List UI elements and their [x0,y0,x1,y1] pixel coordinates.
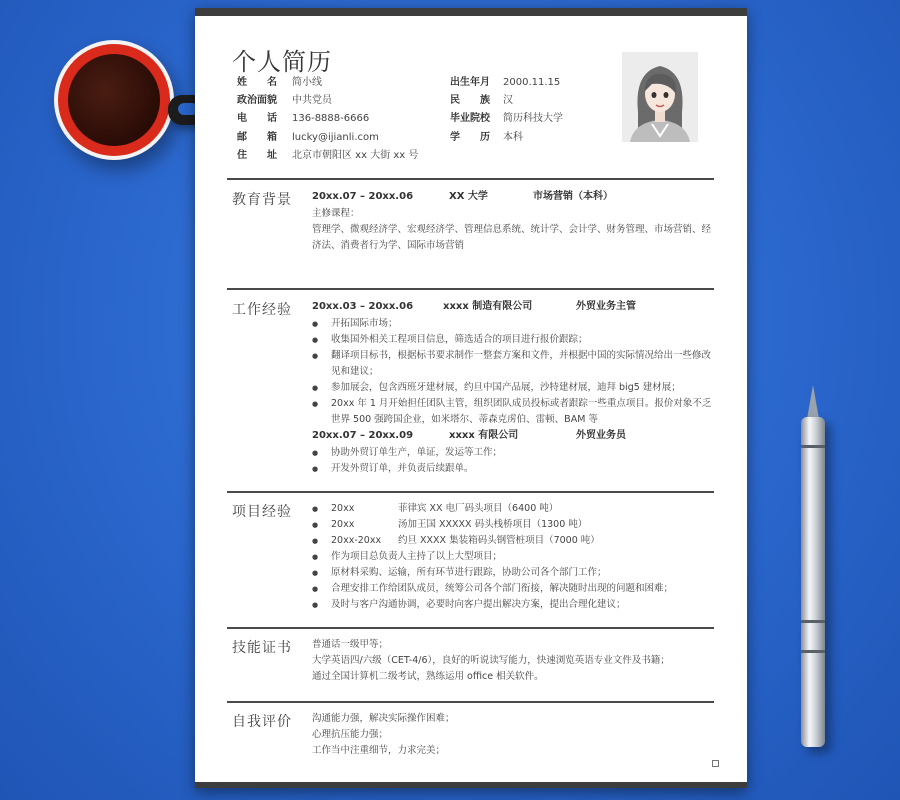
info-label: 政治面貌 [237,95,277,107]
section-title-skills: 技能证书 [232,640,292,656]
info-label: 电 话 [237,113,277,125]
info-label: 姓 名 [237,77,277,88]
section-divider [227,178,714,180]
duty-item: ● 收集国外相关工程项目信息，筛选适合的项目进行报价跟踪； [312,332,712,348]
info-label: 学 历 [450,131,490,143]
pen-band [801,650,825,653]
info-row [237,147,418,165]
pen-band [801,445,825,448]
project-name: 约旦 XXXX 集装箱码头钢管桩项目（7000 吨） [398,535,600,546]
self-body [312,711,712,759]
info-row [237,129,418,147]
section-title-self: 自我评价 [232,714,292,730]
pen-tip [807,385,819,419]
info-value: 北京市朝阳区 xx 大街 xx 号 [292,149,419,161]
info-row [237,74,418,92]
job-role: 外贸业务员 [576,430,626,441]
info-row [450,110,563,128]
education-school: XX 大学 [449,191,488,202]
project-item [312,517,712,533]
info-row [450,74,563,92]
info-label: 民 族 [450,95,490,107]
job-role: 外贸业务主管 [576,301,636,312]
job-header [312,299,712,316]
coffee [68,54,160,146]
project-note: ● 作为项目总负责人主持了以上大型项目； [312,549,712,565]
duty-item: ● 开发外贸订单，并负责后续跟单。 [312,461,712,477]
skills-body [312,637,712,685]
info-value: lucky@ijianli.com [292,131,379,143]
project-note: ● 合理安排工作给团队成员，统筹公司各个部门衔接，解决随时出现的问题和困难； [312,581,712,597]
info-label: 住 址 [237,149,277,161]
project-item [312,533,712,549]
section-divider [227,627,714,629]
info-value: 中共党员 [292,95,332,107]
info-row [450,92,563,110]
project-name: 汤加王国 XXXXX 码头栈桥项目（1300 吨） [398,519,588,530]
skill-line: 普通话一级甲等； [312,639,389,650]
section-title-work: 工作经验 [232,302,292,318]
self-line: 心理抗压能力强； [312,729,389,740]
avatar-illustration [622,52,698,142]
education-major: 市场营销（本科） [533,191,613,202]
pen-band [801,620,825,623]
self-line: 工作当中注重细节，力求完美； [312,745,446,756]
projects-body [312,501,712,613]
paper-bottom-bar [195,782,747,788]
info-row [450,129,563,147]
info-value: 简小线 [292,77,322,88]
resume-paper [195,8,747,788]
info-value: 汉 [503,95,513,107]
resume-title: 个人简历 [232,48,332,76]
basic-info-right [450,74,563,147]
skill-line: 大学英语四/六级（CET-4/6），良好的听说读写能力，快速浏览英语专业文件及书籍； [312,655,670,666]
project-year: ● 20xx [331,503,355,514]
info-value: 本科 [503,131,523,143]
education-header [312,189,712,206]
basic-info-left [237,74,418,165]
paper-top-bar [195,8,747,16]
corner-mark [712,760,719,767]
info-label: 毕业院校 [450,113,490,125]
duty-item: ● 参加展会，包含西班牙建材展，约旦中国产品展，沙特建材展，迪拜 big5 建材展； [312,380,712,396]
duty-item: ● 协助外贸订单生产，单证，发运等工作； [312,445,712,461]
profile-photo [622,52,698,142]
project-year: ● 20xx [331,519,355,530]
section-title-projects: 项目经验 [232,504,292,520]
duty-item: ● 翻译项目标书，根据标书要求制作一整套方案和文件，并根据中国的实际情况给出一些修改见和建议； [312,348,712,380]
job-period: 20xx.07 – 20xx.09 [312,430,414,441]
section-divider [227,288,714,290]
courses-line: 管理学、微观经济学、宏观经济学、管理信息系统、统计学、会计学、财务管理、市场营销、经 [312,224,712,235]
project-note: ● 及时与客户沟通协调，必要时向客户提出解决方案，提出合理化建议； [312,597,712,613]
info-label: 邮 箱 [237,131,277,143]
job-company: xxxx 制造有限公司 [443,301,533,312]
duty-item: ● 20xx 年 1 月开始担任团队主管，组织团队成员投标或者跟踪一些重点项目。报价对象不乏世界 500 强跨国企业，如米塔尔、蒂森克虏伯、雷顿、BAM 等 [312,396,712,428]
info-row [237,110,418,128]
info-value: 136-8888-6666 [292,113,370,125]
education-body [312,189,712,254]
courses-line: 济法、消费者行为学、国际市场营销 [312,240,465,251]
job-company: xxxx 有限公司 [449,430,519,441]
info-value: 2000.11.15 [503,77,561,88]
self-line: 沟通能力强，解决实际操作困难； [312,713,455,724]
work-body [312,299,712,477]
section-divider [227,701,714,703]
courses-label: 主修课程： [312,208,360,219]
job-header [312,428,712,445]
info-value: 简历科技大学 [503,113,563,125]
info-label: 出生年月 [450,77,490,88]
project-note: ● 原材料采购、运输，所有环节进行跟踪，协助公司各个部门工作； [312,565,712,581]
duty-item: ● 开拓国际市场； [312,316,712,332]
skill-line: 通过全国计算机二级考试，熟练运用 office 相关软件。 [312,671,544,682]
pen-body [801,417,825,747]
education-period: 20xx.07 – 20xx.06 [312,191,414,202]
project-year: ● 20xx-20xx [331,535,382,546]
project-name: 菲律宾 XX 电厂码头项目（6400 吨） [398,503,559,514]
info-row [237,92,418,110]
project-item [312,501,712,517]
job-period: 20xx.03 – 20xx.06 [312,301,414,312]
section-title-education: 教育背景 [232,192,292,208]
pen [793,385,833,760]
section-divider [227,491,714,493]
